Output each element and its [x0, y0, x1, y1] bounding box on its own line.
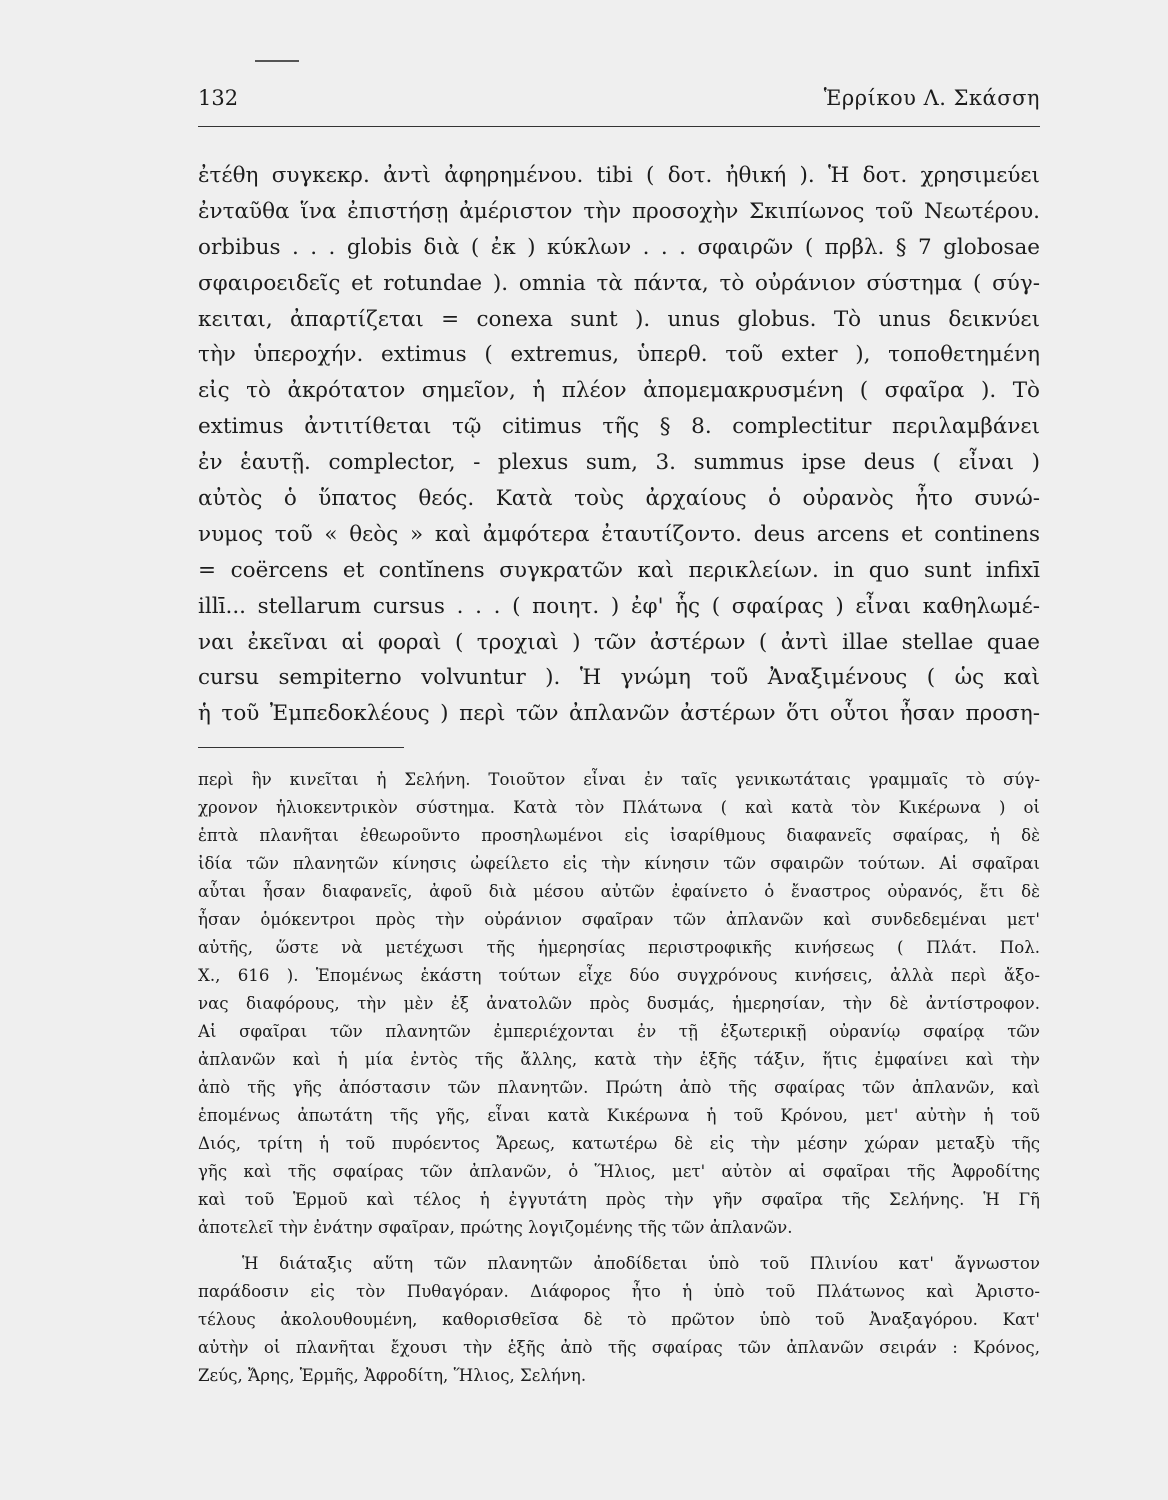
text-line: ἐν ἑαυτῇ. complector, - plexus sum, 3. summus ipse deus ( εἶναι ) — [198, 450, 1040, 476]
footnote-line: ἦσαν ὁμόκεντροι πρὸς τὴν οὐράνιον σφαῖραν τῶν ἀπλανῶν καὶ συνδεδεμέναι μετ' — [198, 910, 1040, 929]
text-line: εἰς τὸ ἀκρότατον σημεῖον, ἡ πλέον ἀπομεμακρυσμένη ( σφαῖρα ). Τὸ — [198, 378, 1040, 404]
footnote-line: ἀπλανῶν καὶ ἡ μία ἐντὸς τῆς ἄλλης, κατὰ τὴν ἑξῆς τάξιν, ἥτις ἐμφαίνει καὶ τὴν — [198, 1050, 1040, 1069]
text-line: orbibus . . . globis διὰ ( ἐκ ) κύκλων . . . σφαιρῶν ( πρβλ. § 7 globosae — [198, 234, 1040, 260]
footnote-line: Αἱ σφαῖραι τῶν πλανητῶν ἐμπεριέχονται ἐν τῇ ἐξωτερικῇ οὐρανίῳ σφαίρᾳ τῶν — [198, 1022, 1040, 1041]
footnote — [198, 766, 1040, 1390]
footnote-line: Διός, τρίτη ἡ τοῦ πυρόεντος Ἄρεως, κατωτέρω δὲ εἰς τὴν μέσην χώραν μεταξὺ τῆς — [198, 1134, 1040, 1153]
text-line: αὐτὸς ὁ ὕπατος θεός. Κατὰ τοὺς ἀρχαίους ὁ οὐρανὸς ἦτο συνώ- — [198, 486, 1040, 512]
footnote-line: Ζεύς, Ἄρης, Ἑρμῆς, Ἀφροδίτη, Ἥλιος, Σελήνη. — [198, 1366, 587, 1385]
footnote-line: ἀπὸ τῆς γῆς ἀπόστασιν τῶν πλανητῶν. Πρώτη ἀπὸ τῆς σφαίρας τῶν ἀπλανῶν, καὶ — [198, 1078, 1040, 1097]
text-line: ναι ἐκεῖναι αἱ φοραὶ ( τροχιαὶ ) τῶν ἀστέρων ( ἀντὶ illae stellae quae — [198, 629, 1040, 655]
footnote-line: νας διαφόρους, τὴν μὲν ἐξ ἀνατολῶν πρὸς δυσμάς, ἡμερησίαν, τὴν δὲ ἀντίστροφον. — [198, 994, 1040, 1013]
text-line: ἐτέθη συγκεκρ. ἀντὶ ἀφηρημένου. tibi ( δοτ. ἠθική ). Ἡ δοτ. χρησιμεύει — [198, 163, 1040, 188]
footnote-line: ἰδία τῶν πλανητῶν κίνησις ὠφείλετο εἰς τὴν κίνησιν τῶν σφαιρῶν τούτων. Αἱ σφαῖραι — [198, 854, 1040, 873]
text-line: = coërcens et contĭnens συγκρατῶν καὶ περικλείων. in quo sunt infixī — [198, 557, 1040, 583]
footnote-line: αὐτὴν οἱ πλανῆται ἔχουσι τὴν ἑξῆς ἀπὸ τῆς σφαίρας τῶν ἀπλανῶν σειράν : Κρόνος, — [198, 1338, 1040, 1357]
text-line: cursu sempiterno volvuntur ). Ἡ γνώμη τοῦ Ἀναξιμένους ( ὡς καὶ — [198, 665, 1040, 691]
page-header — [198, 86, 1040, 126]
footnote-line: γῆς καὶ τῆς σφαίρας τῶν ἀπλανῶν, ὁ Ἥλιος, μετ' αὐτὸν αἱ σφαῖραι τῆς Ἀφροδίτης — [198, 1162, 1040, 1181]
page-number: 132 — [198, 86, 239, 110]
footnote-line: X., 616 ). Ἑπομένως ἑκάστη τούτων εἶχε δύο συγχρόνους κινήσεις, ἀλλὰ περὶ ἄξο- — [198, 966, 1040, 985]
footnote-line: περὶ ἣν κινεῖται ἡ Σελήνη. Τοιοῦτον εἶναι ἐν ταῖς γενικωτάταις γραμμαῖς τὸ σύγ- — [198, 770, 1040, 789]
text-line: κειται, ἀπαρτίζεται = conexa sunt ). unus globus. Τὸ unus δεικνύει — [198, 306, 1040, 332]
footnote-line: παράδοσιν εἰς τὸν Πυθαγόραν. Διάφορος ἦτο ἡ ὑπὸ τοῦ Πλάτωνος καὶ Ἀριστο- — [198, 1282, 1040, 1301]
running-head: Ἑρρίκου Λ. Σκάσση — [823, 86, 1040, 110]
header-rule — [198, 126, 1040, 127]
footnote-line: καὶ τοῦ Ἑρμοῦ καὶ τέλος ἡ ἐγγυτάτη πρὸς τὴν γῆν σφαῖρα τῆς Σελήνης. Ἡ Γῆ — [198, 1190, 1040, 1209]
footnote-line: τέλους ἀκολουθουμένη, καθορισθεῖσα δὲ τὸ πρῶτον ὑπὸ τοῦ Ἀναξαγόρου. Κατ' — [198, 1310, 1040, 1329]
footnote-line: αὐτῆς, ὥστε νὰ μετέχωσι τῆς ἡμερησίας περιστροφικῆς κινήσεως ( Πλάτ. Πολ. — [198, 938, 1040, 957]
footnote-line: αὗται ἦσαν διαφανεῖς, ἀφοῦ διὰ μέσου αὐτῶν ἐφαίνετο ὁ ἔναστρος οὐρανός, ἔτι δὲ — [198, 882, 1040, 901]
footnote-line: χρονον ἡλιοκεντρικὸν σύστημα. Κατὰ τὸν Πλάτωνα ( καὶ κατὰ τὸν Κικέρωνα ) οἱ — [198, 798, 1040, 817]
text-line: illī... stellarum cursus . . . ( ποιητ. ) ἐφ' ἧς ( σφαίρας ) εἶναι καθηλωμέ- — [198, 593, 1040, 619]
text-line: ἡ τοῦ Ἐμπεδοκλέους ) περὶ τῶν ἀπλανῶν ἀστέρων ὅτι οὗτοι ἦσαν προση- — [198, 701, 1040, 727]
footnote-line: ἑπομένως ἀπωτάτη τῆς γῆς, εἶναι κατὰ Κικέρωνα ἡ τοῦ Κρόνου, μετ' αὐτὴν ἡ τοῦ — [198, 1106, 1040, 1125]
footnote-line: ἀποτελεῖ τὴν ἐνάτην σφαῖραν, πρώτης λογιζομένης τῆς τῶν ἀπλανῶν. — [198, 1218, 793, 1237]
top-mark — [255, 60, 299, 62]
footnote-rule — [198, 747, 404, 748]
footnote-line: ἑπτὰ πλανῆται ἐθεωροῦντο προσηλωμένοι εἰς ἰσαρίθμους διαφανεῖς σφαίρας, ἡ δὲ — [198, 826, 1040, 845]
main-text — [198, 158, 1040, 732]
text-line: νυμος τοῦ « θεὸς » καὶ ἀμφότερα ἐταυτίζοντο. deus arcens et continens — [198, 521, 1040, 547]
text-line: σφαιροειδεῖς et rotundae ). omnia τὰ πάντα, τὸ οὐράνιον σύστημα ( σύγ- — [198, 270, 1040, 296]
text-line: extimus ἀντιτίθεται τῷ citimus τῆς § 8. complectitur περιλαμβάνει — [198, 414, 1040, 440]
text-line: τὴν ὑπεροχήν. extimus ( extremus, ὑπερθ. τοῦ exter ), τοποθετημένη — [198, 342, 1040, 368]
text-line: ἐνταῦθα ἵνα ἐπιστήσῃ ἀμέριστον τὴν προσοχὴν Σκιπίωνος τοῦ Νεωτέρου. — [198, 198, 1040, 224]
footnote-line: Ἡ διάταξις αὕτη τῶν πλανητῶν ἀποδίδεται ὑπὸ τοῦ Πλινίου κατ' ἄγνωστον — [242, 1254, 1040, 1273]
